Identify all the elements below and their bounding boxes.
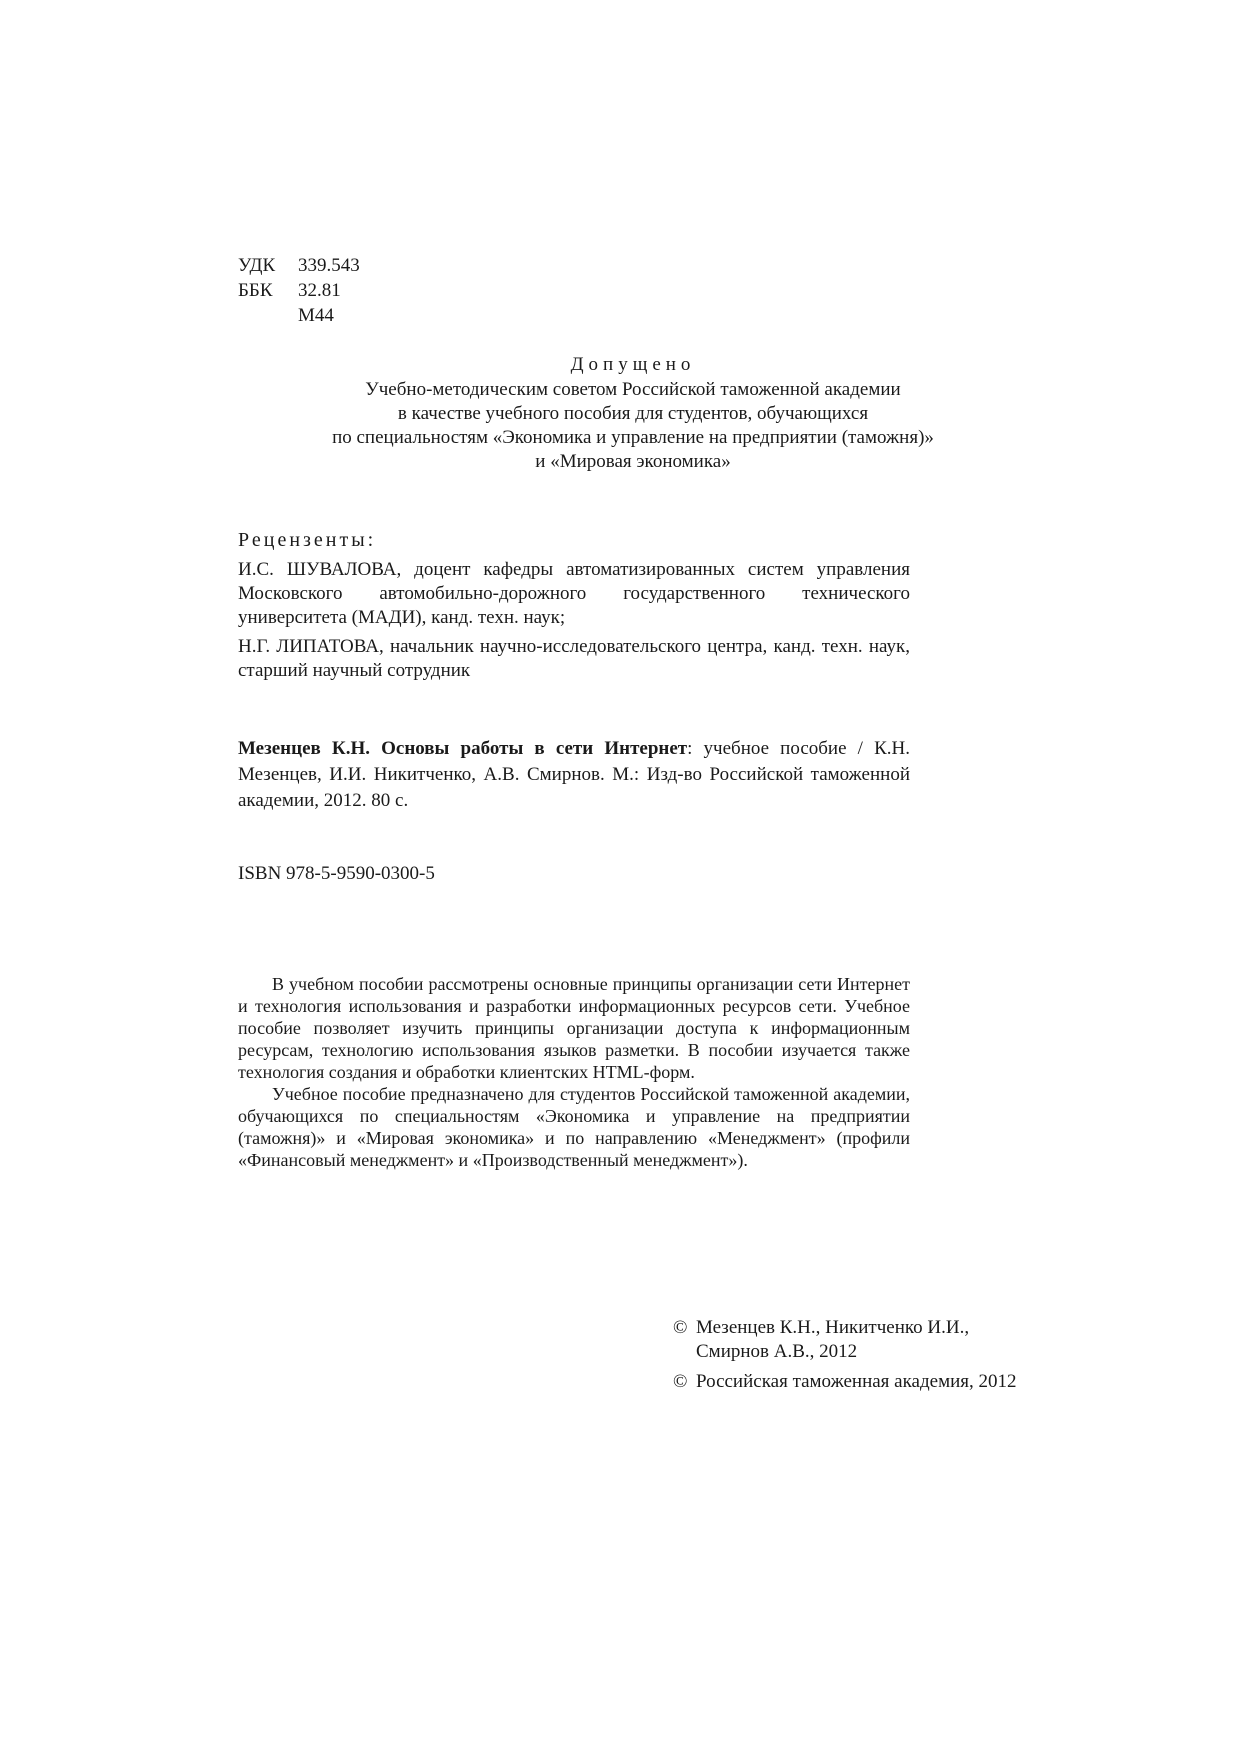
reviewers-heading: Рецензенты: (238, 529, 377, 551)
author-mark-label (238, 304, 298, 329)
copyright-institution-text: Российская таможенная академия, 2012 (696, 1371, 1017, 1392)
udk-label: УДК (238, 255, 276, 276)
copyright-authors-line: Мезенцев К.Н., Никитченко И.И., (696, 1317, 970, 1338)
bbk-row (238, 279, 360, 304)
bibliographic-description (238, 736, 910, 814)
abstract-paragraph: Учебное пособие предназначено для студентов Российской таможенной академии, обучающихся по специальностям «Экономика и управление на предприятии (таможня)» и «Мировая экономика» и по направлению «Менеджмент» (профили «Финансовый менеджмент» и «Производственный менеджмент»). (238, 1084, 910, 1170)
abstract-block (238, 973, 910, 1171)
abstract-paragraph: В учебном пособии рассмотрены основные принципы организации сети Интернет и технология использования и разработки информационных ресурсов сети. Учебное пособие позволяет изучить принципы организации доступа к информационным ресурсам, технологию использования языков разметки. В пособии изучается также технология создания и обработки клиентских HTML-форм. (238, 974, 910, 1082)
approval-line: по специальностям «Экономика и управление на предприятии (таможня)» (332, 427, 934, 448)
udk-value: 339.543 (298, 255, 360, 276)
reviewers-block (238, 528, 910, 688)
copyright-symbol: © (673, 1317, 688, 1338)
reviewer-entry: И.С. ШУВАЛОВА, доцент кафедры автоматизированных систем управления Московского автомобильно-дорожного государственного технического университета (МАДИ), канд. техн. наук; (238, 559, 910, 628)
copyright-authors (673, 1316, 1093, 1364)
author-mark-row (238, 304, 360, 329)
approval-line: в качестве учебного пособия для студентов, обучающихся (397, 403, 869, 424)
copyright-symbol: © (673, 1371, 688, 1392)
udk-row (238, 254, 360, 279)
classification-codes (238, 254, 360, 329)
approval-line: и «Мировая экономика» (535, 451, 731, 472)
isbn: ISBN 978-5-9590-0300-5 (238, 863, 435, 884)
copyright-authors-text (696, 1316, 969, 1364)
bbk-label: ББК (238, 280, 273, 301)
copyright-block (673, 1316, 1093, 1400)
bibliographic-details: : учебное пособие / К.Н. Мезенцев, И.И. Никитченко, А.В. Смирнов. М.: Изд-во Российской таможенной академии, 2012. 80 с. (238, 738, 910, 811)
approval-line: Учебно-методическим советом Российской таможенной академии (365, 379, 901, 400)
book-title: Мезенцев К.Н. Основы работы в сети Интернет (238, 738, 688, 759)
copyright-authors-line: Смирнов А.В., 2012 (696, 1341, 858, 1362)
approval-heading: Допущено (570, 354, 696, 375)
reviewer-entry: Н.Г. ЛИПАТОВА, начальник научно-исследовательского центра, канд. техн. наук, старший научный сотрудник (238, 636, 910, 681)
bbk-value: 32.81 (298, 280, 341, 301)
approval-block (238, 353, 1028, 474)
copyright-institution (673, 1370, 1093, 1394)
author-mark-value: М44 (298, 305, 334, 326)
